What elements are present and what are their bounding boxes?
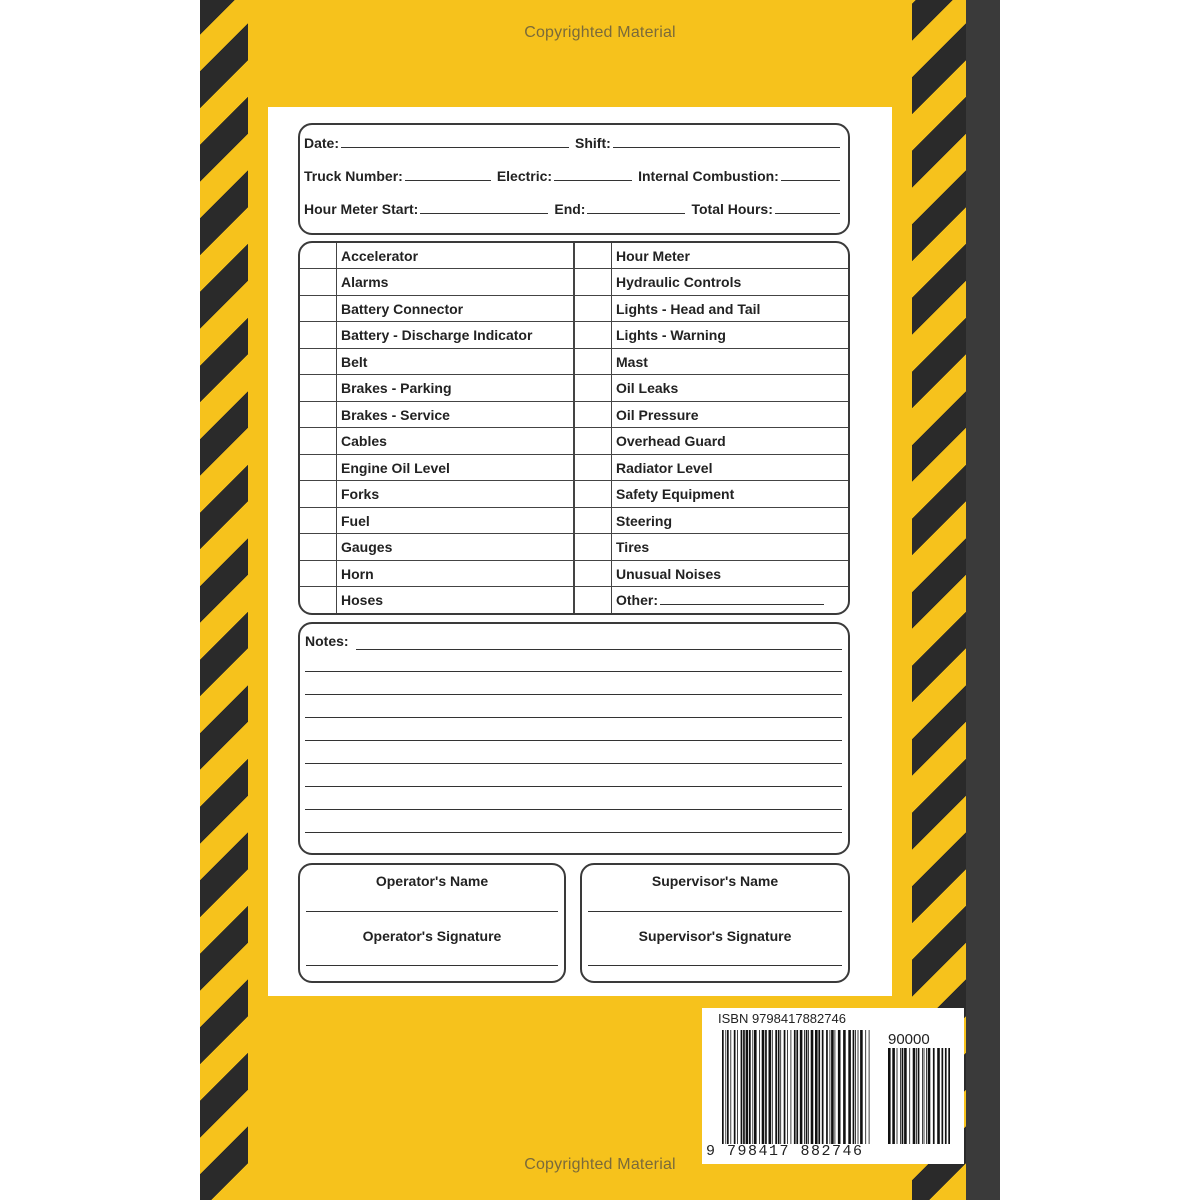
check-cell-left[interactable] bbox=[300, 295, 337, 322]
truck-number-field-line bbox=[405, 168, 491, 181]
checklist-item-left: Belt bbox=[337, 348, 575, 375]
end-field-line bbox=[587, 201, 685, 214]
checklist-item-right-label: Radiator Level bbox=[616, 459, 713, 476]
check-cell-left[interactable] bbox=[300, 401, 337, 428]
checklist-item-right-label: Hour Meter bbox=[616, 247, 690, 264]
internal-combustion-label: Internal Combustion: bbox=[638, 168, 779, 184]
barcode-bars-icon bbox=[722, 1030, 872, 1144]
hour-meter-start-field-line bbox=[420, 201, 548, 214]
check-cell-left[interactable] bbox=[300, 507, 337, 534]
checklist-item-right-label: Lights - Head and Tail bbox=[616, 300, 761, 317]
checklist-item-left: Fuel bbox=[337, 507, 575, 534]
check-cell-right[interactable] bbox=[574, 269, 612, 296]
check-cell-left[interactable] bbox=[300, 348, 337, 375]
check-cell-left[interactable] bbox=[300, 534, 337, 561]
barcode-number: 9 798417 882746 bbox=[706, 1143, 864, 1160]
checklist-item-right bbox=[612, 481, 849, 508]
checklist-table bbox=[300, 243, 848, 613]
notes-line bbox=[305, 786, 842, 787]
total-hours-field-line bbox=[775, 201, 840, 214]
notes-line bbox=[305, 809, 842, 810]
check-cell-right[interactable] bbox=[574, 295, 612, 322]
notes-line bbox=[305, 717, 842, 718]
cover-dark-edge bbox=[966, 0, 1000, 1200]
end-label: End: bbox=[554, 201, 586, 217]
internal-combustion-field-line bbox=[781, 168, 840, 181]
checklist-item-left: Battery - Discharge Indicator bbox=[337, 322, 575, 349]
notes-line bbox=[305, 740, 842, 741]
checklist-item-right bbox=[612, 401, 849, 428]
check-cell-right[interactable] bbox=[574, 560, 612, 587]
check-cell-left[interactable] bbox=[300, 454, 337, 481]
isbn-text: ISBN 9798417882746 bbox=[718, 1011, 846, 1026]
checklist-item-right bbox=[612, 243, 849, 269]
operator-signature-label: Operator's Signature bbox=[362, 928, 502, 944]
checklist-item-left: Engine Oil Level bbox=[337, 454, 575, 481]
checklist-item-right-label: Oil Pressure bbox=[616, 406, 699, 423]
check-cell-left[interactable] bbox=[300, 322, 337, 349]
shift-label: Shift: bbox=[575, 135, 611, 151]
checklist-item-left: Battery Connector bbox=[337, 295, 575, 322]
notes-label: Notes: bbox=[305, 633, 349, 649]
checklist-item-right bbox=[612, 454, 849, 481]
check-cell-right[interactable] bbox=[574, 243, 612, 269]
check-cell-right[interactable] bbox=[574, 454, 612, 481]
checklist-item-right bbox=[612, 348, 849, 375]
copyright-notice-bottom: Copyrighted Material bbox=[524, 1156, 676, 1173]
notes-line bbox=[305, 763, 842, 764]
checklist-row bbox=[300, 243, 848, 269]
checklist-item-left: Forks bbox=[337, 481, 575, 508]
check-cell-right[interactable] bbox=[574, 534, 612, 561]
logbook-page-preview bbox=[268, 107, 892, 996]
checklist-item-left: Cables bbox=[337, 428, 575, 455]
checklist-item-right bbox=[612, 269, 849, 296]
hazard-stripes-left bbox=[200, 0, 248, 1200]
checklist-item-left: Brakes - Service bbox=[337, 401, 575, 428]
checklist-item-left: Accelerator bbox=[337, 243, 575, 269]
header-info-box bbox=[298, 123, 850, 235]
check-cell-left[interactable] bbox=[300, 375, 337, 402]
operator-signature-line bbox=[306, 965, 558, 966]
checklist-item-right-label: Oil Leaks bbox=[616, 380, 679, 397]
notes-line bbox=[305, 694, 842, 695]
checklist-row bbox=[300, 269, 848, 296]
supervisor-signature-box bbox=[580, 863, 850, 983]
checklist-row bbox=[300, 375, 848, 402]
date-label: Date: bbox=[304, 135, 340, 151]
checklist-item-left: Brakes - Parking bbox=[337, 375, 575, 402]
shift-field-line bbox=[613, 135, 840, 148]
barcode-addon-bars-icon bbox=[888, 1048, 950, 1144]
check-cell-right[interactable] bbox=[574, 401, 612, 428]
check-cell-left[interactable] bbox=[300, 587, 337, 613]
checklist-item-left: Alarms bbox=[337, 269, 575, 296]
checklist-row bbox=[300, 534, 848, 561]
check-cell-right[interactable] bbox=[574, 375, 612, 402]
check-cell-left[interactable] bbox=[300, 243, 337, 269]
supervisor-name-line bbox=[588, 911, 842, 912]
truck-row bbox=[304, 168, 844, 184]
checklist-row bbox=[300, 507, 848, 534]
checklist-item-right-label: Tires bbox=[616, 539, 650, 556]
truck-number-label: Truck Number: bbox=[304, 168, 403, 184]
checklist-row bbox=[300, 348, 848, 375]
copyright-notice-top: Copyrighted Material bbox=[524, 24, 676, 41]
checklist-item-left: Horn bbox=[337, 560, 575, 587]
notes-line bbox=[305, 671, 842, 672]
isbn-barcode bbox=[702, 1008, 964, 1164]
checklist-row bbox=[300, 454, 848, 481]
check-cell-right[interactable] bbox=[574, 587, 612, 613]
checklist-row bbox=[300, 401, 848, 428]
supervisor-signature-line bbox=[588, 965, 842, 966]
check-cell-left[interactable] bbox=[300, 560, 337, 587]
check-cell-right[interactable] bbox=[574, 428, 612, 455]
checklist-item-right-label: Hydraulic Controls bbox=[616, 274, 742, 291]
total-hours-label: Total Hours: bbox=[691, 201, 773, 217]
checklist-item-right bbox=[612, 428, 849, 455]
supervisor-name-label: Supervisor's Name bbox=[651, 873, 779, 889]
checklist-item-right bbox=[612, 587, 849, 613]
operator-name-line bbox=[306, 911, 558, 912]
checklist-item-right bbox=[612, 295, 849, 322]
checklist-row bbox=[300, 322, 848, 349]
checklist-item-right-label: Lights - Warning bbox=[616, 327, 726, 344]
hour-meter-row bbox=[304, 201, 844, 217]
checklist-row bbox=[300, 295, 848, 322]
electric-field-line bbox=[554, 168, 632, 181]
operator-signature-box bbox=[298, 863, 566, 983]
checklist-row bbox=[300, 587, 848, 613]
date-field-line bbox=[341, 135, 569, 148]
checklist-item-right-label: Other: bbox=[616, 592, 658, 609]
check-cell-left[interactable] bbox=[300, 481, 337, 508]
date-shift-row bbox=[304, 135, 844, 151]
checklist-item-right-label: Overhead Guard bbox=[616, 433, 726, 450]
checklist-item-right-label: Unusual Noises bbox=[616, 565, 722, 582]
electric-label: Electric: bbox=[496, 168, 553, 184]
price-code-text: 90000 bbox=[888, 1031, 930, 1048]
hour-meter-start-label: Hour Meter Start: bbox=[304, 201, 419, 217]
checklist-item-right bbox=[612, 560, 849, 587]
checklist-row bbox=[300, 560, 848, 587]
other-field-line bbox=[660, 592, 824, 605]
check-cell-right[interactable] bbox=[574, 507, 612, 534]
supervisor-signature-label: Supervisor's Signature bbox=[638, 928, 792, 944]
checklist-item-left: Hoses bbox=[337, 587, 575, 613]
notes-line bbox=[305, 832, 842, 833]
check-cell-left[interactable] bbox=[300, 428, 337, 455]
notes-line bbox=[356, 649, 842, 650]
checklist-row bbox=[300, 428, 848, 455]
check-cell-right[interactable] bbox=[574, 348, 612, 375]
checklist-item-right-label: Steering bbox=[616, 512, 673, 529]
checklist-item-right bbox=[612, 534, 849, 561]
checklist-item-right-label: Safety Equipment bbox=[616, 486, 735, 503]
check-cell-right[interactable] bbox=[574, 481, 612, 508]
checklist-item-left: Gauges bbox=[337, 534, 575, 561]
check-cell-right[interactable] bbox=[574, 322, 612, 349]
check-cell-left[interactable] bbox=[300, 269, 337, 296]
operator-name-label: Operator's Name bbox=[375, 873, 489, 889]
checklist-row bbox=[300, 481, 848, 508]
checklist-item-right bbox=[612, 322, 849, 349]
checklist-item-right bbox=[612, 507, 849, 534]
checklist-item-right-label: Mast bbox=[616, 353, 648, 370]
notes-box bbox=[298, 622, 850, 855]
checklist-item-right bbox=[612, 375, 849, 402]
inspection-checklist bbox=[298, 241, 850, 615]
